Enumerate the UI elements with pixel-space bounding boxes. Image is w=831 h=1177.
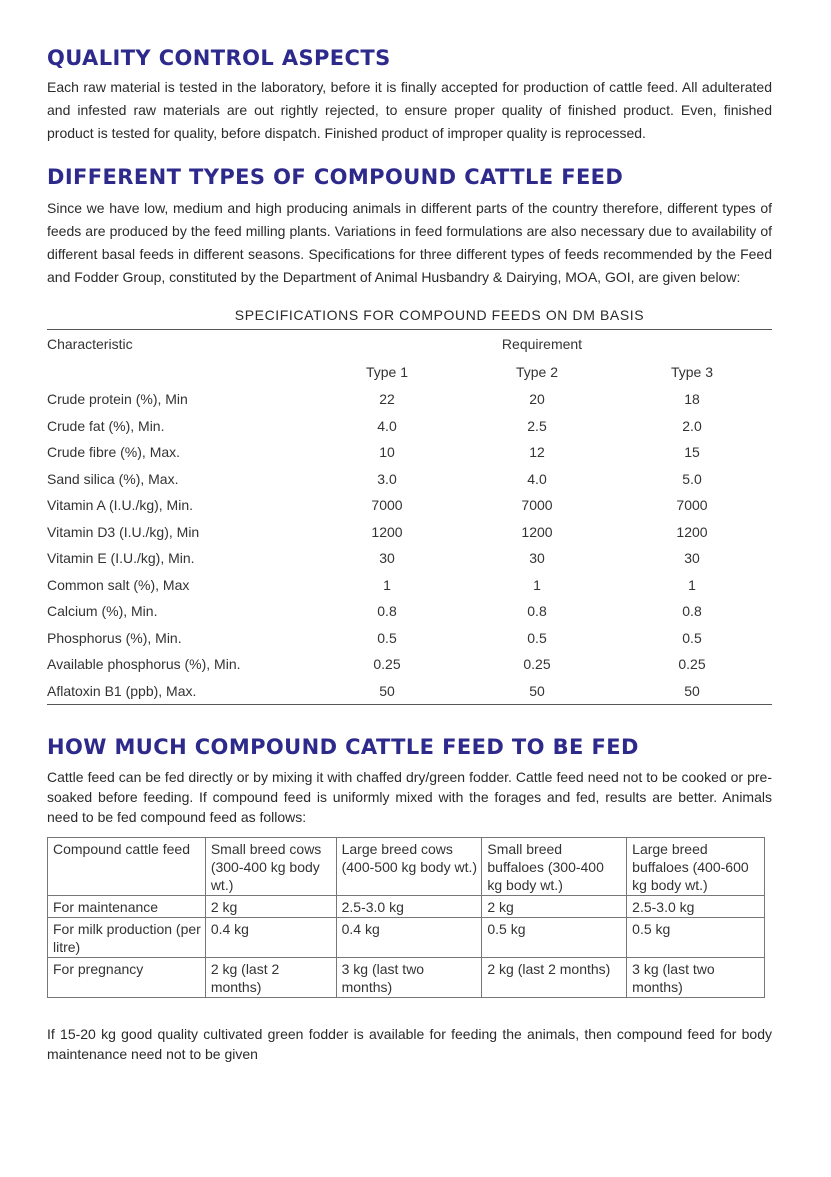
spec-type-row xyxy=(47,358,772,386)
spec-value-type1: 30 xyxy=(379,550,395,567)
feed-row-label: For pregnancy xyxy=(48,958,206,998)
spec-value-type1: 1 xyxy=(383,576,391,593)
spec-value-type2: 12 xyxy=(529,444,545,461)
spec-characteristic: Aflatoxin B1 (ppb), Max. xyxy=(47,682,197,699)
feed-header-cell: Large breed buffaloes (400-600 kg body wt.) xyxy=(627,838,765,896)
footnote-paragraph: If 15-20 kg good quality cultivated green fodder is available for feeding the animals, then compound feed for body maintenance need not to be given xyxy=(47,1026,772,1062)
spec-value-type2: 2.5 xyxy=(527,417,547,434)
spec-characteristic: Calcium (%), Min. xyxy=(47,603,158,620)
spec-value-type2: 0.8 xyxy=(527,603,547,620)
spec-table xyxy=(47,329,772,705)
spec-value-type1: 1200 xyxy=(371,523,403,540)
spec-row xyxy=(47,545,772,572)
spec-row xyxy=(47,439,772,466)
spec-row xyxy=(47,466,772,493)
spec-value-type2: 0.5 xyxy=(527,629,547,646)
spec-row xyxy=(47,625,772,652)
spec-value-type3: 0.8 xyxy=(682,603,702,620)
spec-value-type1: 0.25 xyxy=(373,656,401,673)
spec-characteristic: Phosphorus (%), Min. xyxy=(47,629,182,646)
spec-characteristic: Crude fat (%), Min. xyxy=(47,417,165,434)
feed-value-cell: 0.5 kg xyxy=(627,918,765,958)
page xyxy=(47,46,772,1064)
feed-header-cell: Large breed cows (400-500 kg body wt.) xyxy=(336,838,482,896)
spec-row xyxy=(47,413,772,440)
spec-col-requirement: Requirement xyxy=(501,336,583,352)
spec-table-title: SPECIFICATIONS FOR COMPOUND FEEDS ON DM BASIS xyxy=(234,307,645,323)
quality-control-heading: QUALITY CONTROL ASPECTS xyxy=(47,46,391,70)
spec-value-type3: 18 xyxy=(684,391,700,408)
feed-row xyxy=(48,918,765,958)
spec-row xyxy=(47,598,772,625)
spec-header-row xyxy=(47,330,772,359)
feed-types-heading: DIFFERENT TYPES OF COMPOUND CATTLE FEED xyxy=(47,165,624,189)
spec-value-type2: 1200 xyxy=(521,523,553,540)
spec-value-type1: 7000 xyxy=(371,497,403,514)
spec-value-type1: 50 xyxy=(379,682,395,699)
spec-value-type3: 2.0 xyxy=(682,417,702,434)
feed-row-label: For maintenance xyxy=(48,896,206,918)
spec-row xyxy=(47,492,772,519)
how-much-paragraph: Cattle feed can be fed directly or by mixing it with chaffed dry/green fodder. Cattle feed need not to be cooked or pre-soaked before feeding. If compound feed is uniformly mixed with the forages and fed, results are better. Animals need to be fed compound feed as follows: xyxy=(47,769,772,825)
feed-row xyxy=(48,896,765,918)
feed-header-row xyxy=(48,838,765,896)
spec-characteristic: Common salt (%), Max xyxy=(47,576,190,593)
feed-value-cell: 0.4 kg xyxy=(205,918,336,958)
spec-row xyxy=(47,519,772,546)
feed-header-cell: Small breed buffaloes (300-400 kg body wt.) xyxy=(482,838,627,896)
spec-value-type3: 15 xyxy=(684,444,700,461)
spec-type-1: Type 1 xyxy=(365,364,409,380)
spec-value-type3: 1 xyxy=(688,576,696,593)
spec-row xyxy=(47,651,772,678)
spec-value-type1: 10 xyxy=(379,444,395,461)
quality-control-paragraph: Each raw material is tested in the laboratory, before it is finally accepted for production of cattle feed. All adulterated and infested raw materials are out rightly rejected, to ensure proper quality of finished product. Even, finished product is tested for quality, before dispatch. Finished product of improper quality is reprocessed. xyxy=(47,79,772,141)
spec-characteristic: Sand silica (%), Max. xyxy=(47,470,179,487)
feed-value-cell: 0.4 kg xyxy=(336,918,482,958)
feed-value-cell: 2.5-3.0 kg xyxy=(627,896,765,918)
feed-value-cell: 3 kg (last two months) xyxy=(336,958,482,998)
spec-characteristic: Crude fibre (%), Max. xyxy=(47,444,181,461)
feed-value-cell: 3 kg (last two months) xyxy=(627,958,765,998)
spec-row xyxy=(47,386,772,413)
spec-value-type2: 7000 xyxy=(521,497,553,514)
spec-value-type2: 0.25 xyxy=(523,656,551,673)
spec-value-type3: 1200 xyxy=(676,523,708,540)
spec-value-type3: 30 xyxy=(684,550,700,567)
spec-row xyxy=(47,572,772,599)
spec-value-type3: 0.5 xyxy=(682,629,702,646)
spec-value-type1: 0.8 xyxy=(377,603,397,620)
feed-header-cell: Compound cattle feed xyxy=(48,838,206,896)
feed-value-cell: 2 kg (last 2 months) xyxy=(482,958,627,998)
spec-value-type3: 7000 xyxy=(676,497,708,514)
how-much-heading: HOW MUCH COMPOUND CATTLE FEED TO BE FED xyxy=(47,735,639,759)
feed-row-label: For milk production (per litre) xyxy=(48,918,206,958)
spec-value-type1: 4.0 xyxy=(377,417,397,434)
feed-header-cell: Small breed cows (300-400 kg body wt.) xyxy=(205,838,336,896)
feed-value-cell: 2 kg (last 2 months) xyxy=(205,958,336,998)
spec-value-type1: 3.0 xyxy=(377,470,397,487)
spec-type-3: Type 3 xyxy=(670,364,714,380)
spec-value-type3: 50 xyxy=(684,682,700,699)
spec-characteristic: Vitamin A (I.U./kg), Min. xyxy=(47,497,194,514)
spec-characteristic: Available phosphorus (%), Min. xyxy=(47,656,241,673)
spec-value-type3: 0.25 xyxy=(678,656,706,673)
spec-characteristic: Vitamin E (I.U./kg), Min. xyxy=(47,550,195,567)
feed-value-cell: 2 kg xyxy=(205,896,336,918)
spec-characteristic: Crude protein (%), Min xyxy=(47,391,188,408)
spec-value-type3: 5.0 xyxy=(682,470,702,487)
spec-characteristic: Vitamin D3 (I.U./kg), Min xyxy=(47,523,200,540)
feed-table xyxy=(47,837,765,998)
spec-type-2: Type 2 xyxy=(515,364,559,380)
feed-row xyxy=(48,958,765,998)
feed-types-paragraph: Since we have low, medium and high producing animals in different parts of the country therefore, different types of feeds are produced by the feed milling plants. Variations in feed formulations are also necessary due to availability of different basal feeds in different seasons. Specifications for three different types of feeds recommended by the Feed and Fodder Group, constituted by the Department of Animal Husbandry & Dairying, MOA, GOI, are given below: xyxy=(47,200,772,285)
spec-value-type2: 50 xyxy=(529,682,545,699)
spec-col-characteristic: Characteristic xyxy=(47,336,133,352)
spec-row xyxy=(47,678,772,705)
spec-value-type2: 1 xyxy=(533,576,541,593)
spec-value-type2: 20 xyxy=(529,391,545,408)
spec-value-type1: 0.5 xyxy=(377,629,397,646)
spec-value-type2: 4.0 xyxy=(527,470,547,487)
spec-value-type1: 22 xyxy=(379,391,395,408)
feed-value-cell: 0.5 kg xyxy=(482,918,627,958)
feed-value-cell: 2 kg xyxy=(482,896,627,918)
spec-value-type2: 30 xyxy=(529,550,545,567)
feed-value-cell: 2.5-3.0 kg xyxy=(336,896,482,918)
